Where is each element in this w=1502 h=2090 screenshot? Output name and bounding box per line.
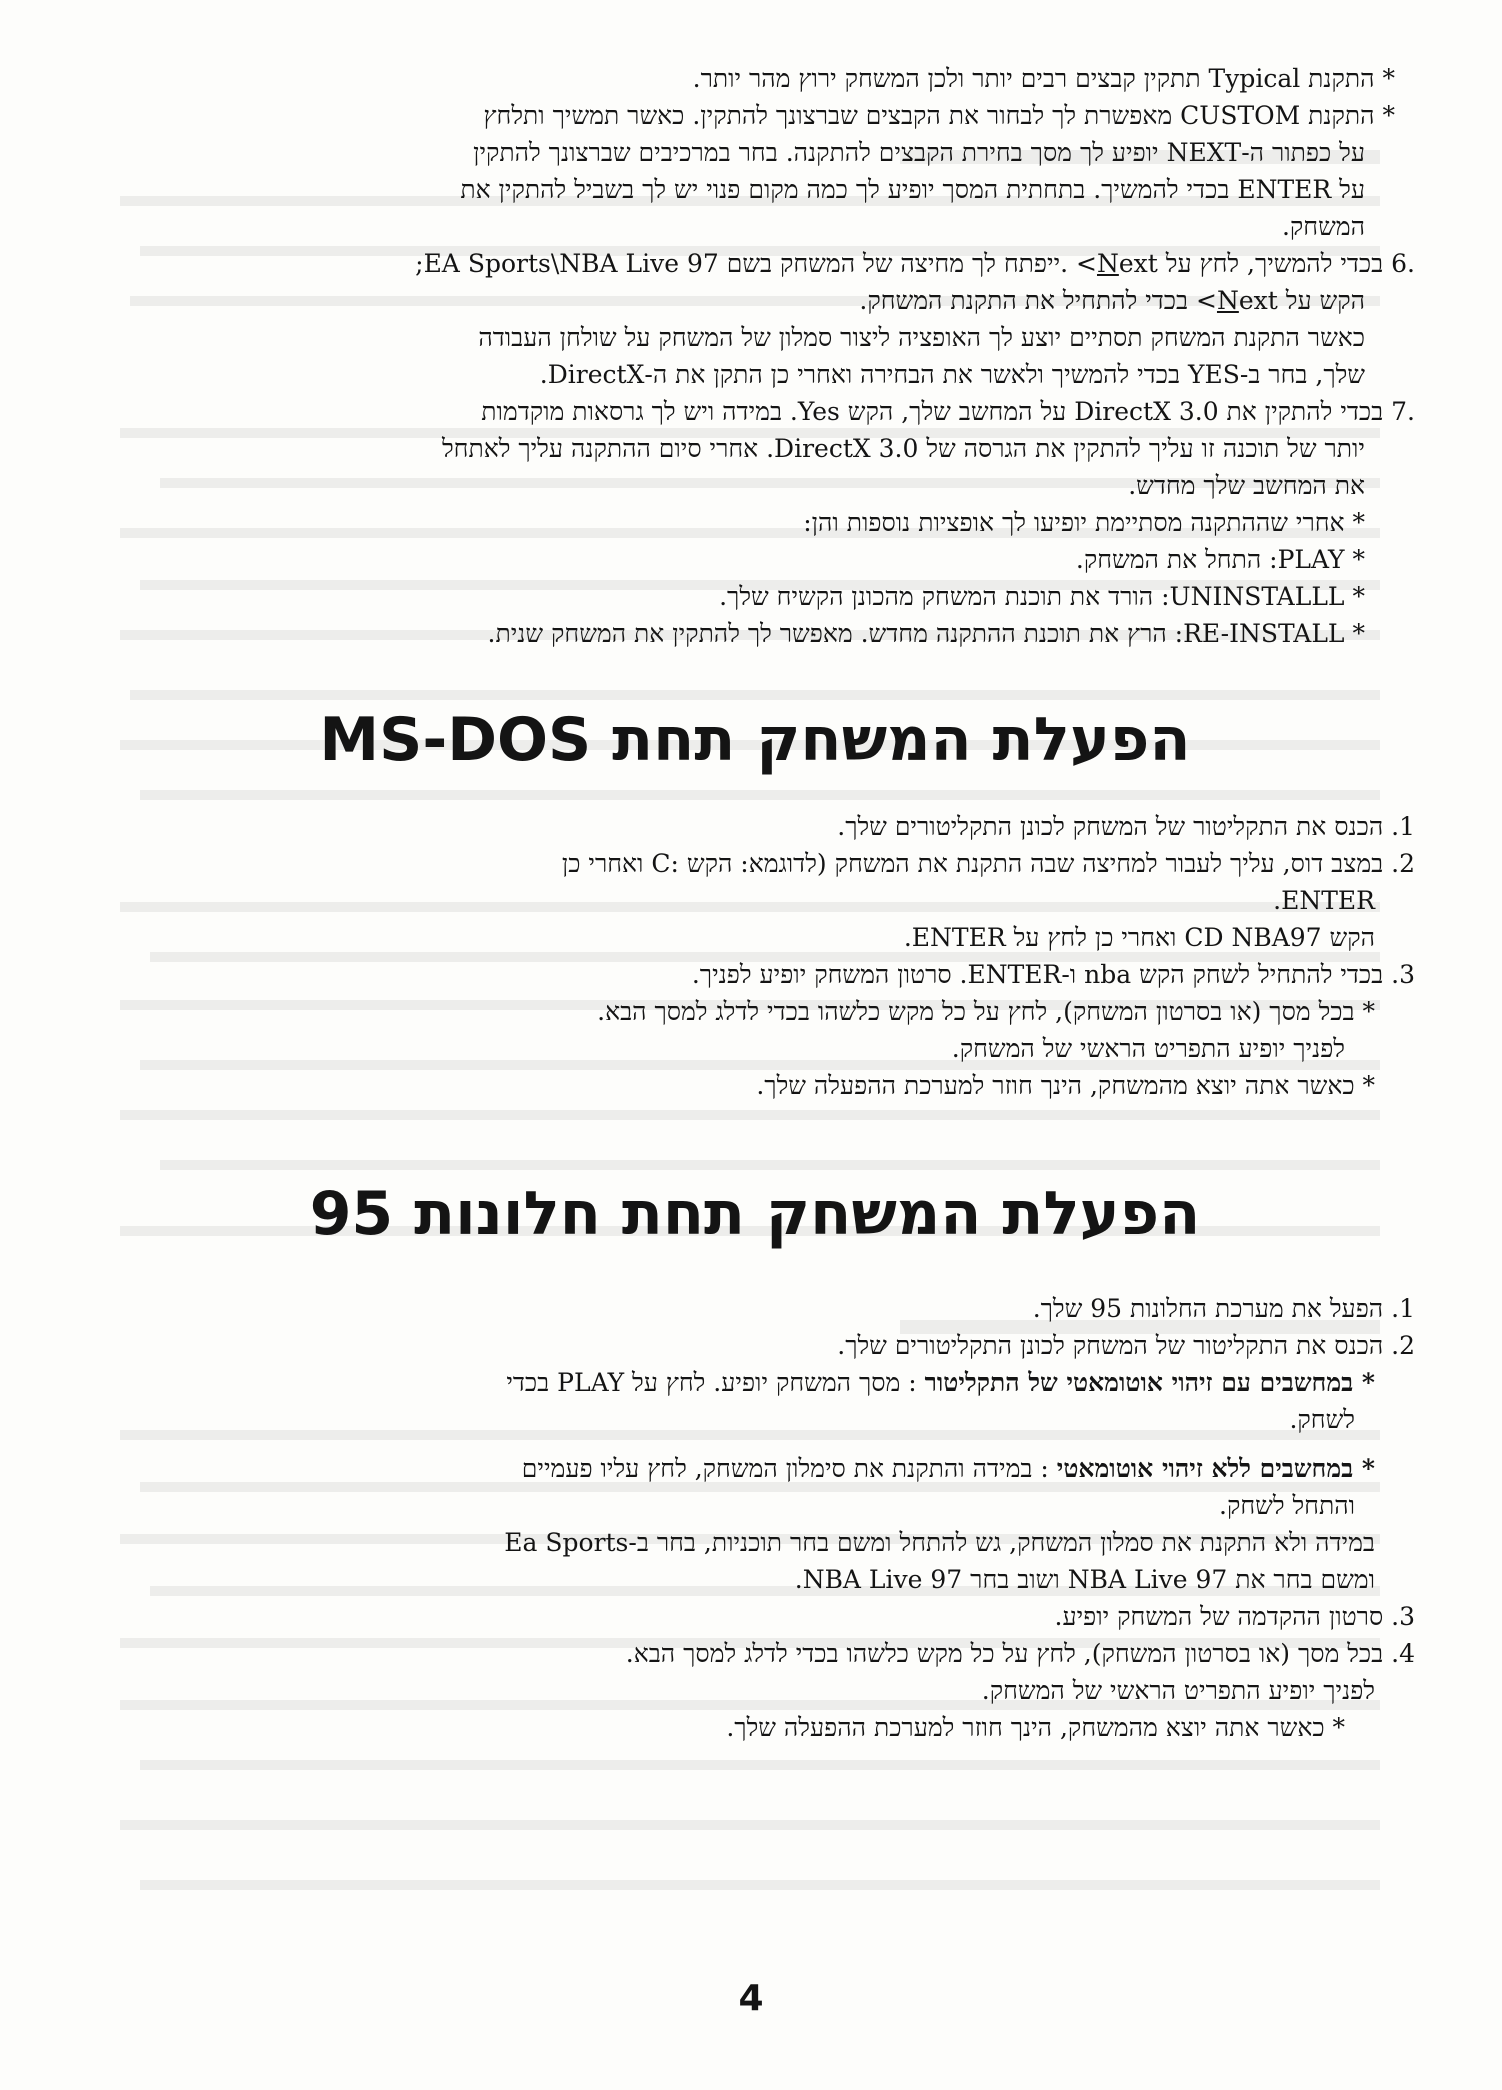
win-step-4-text: לפניך יופיע התפריט הראשי של המשחק. [981,1676,1375,1705]
page-number: 4 [738,1978,764,2019]
typical-install-bullet: * התקנת Typical תתקין קבצים רבים יותר ולכן המשחק ירוץ מהר יותר. [692,64,1395,93]
custom-install-bullet: * התקנת CUSTOM מאפשרת לך לבחור את הקבצים שברצונך להתקין. כאשר תמשיך ותלחץ [483,101,1395,130]
custom-install-text: על כפתור ה-NEXT יופיע לך מסך בחירת הקבצים להתקנה. בחר במרכיבים שברצונך להתקין [473,138,1365,167]
no-autodetect-text: במידה ולא התקנת את סמלון המשחק, גש להתחל ומשם בחר תוכניות, בחר ב-Ea Sports [504,1528,1375,1557]
section-title-windows95: הפעלת המשחק תחת חלונות 95 [309,1179,1201,1249]
win-step-1: 1. הפעל את מערכת החלונות 95 שלך. [1032,1294,1415,1323]
options-bullet: * אחרי שההתקנה מסתיימת יופיעו לך אופציות נוספות והן: [803,508,1365,537]
step-6-number: .6 [1391,249,1415,278]
win-step-2: 2. הכנס את התקליטור של המשחק לכונן התקליטורים שלך. [837,1331,1415,1360]
dos-step-3: 3. בכדי להתחיל לשחק הקש nba ו-ENTER. סרטון המשחק יופיע לפניך. [691,960,1415,989]
autodetect-bullet: * במחשבים עם זיהוי אוטומאטי של התקליטור : מסך המשחק יופיע. לחץ על PLAY בכדי [506,1368,1375,1397]
no-autodetect-text: ומשם בחר את NBA Live 97 ושוב בחר NBA Live 97. [794,1565,1375,1594]
play-option: * PLAY: התחל את המשחק. [1075,545,1365,574]
step-6-text: הקש על Next> בכדי להתחיל את התקנת המשחק. [859,286,1365,315]
step-7: .7 בכדי להתקין את DirectX 3.0 על המחשב שלך, הקש Yes. במידה ויש לך גרסאות מוקדמות [481,397,1415,426]
dos-exit-bullet: * כאשר אתה יוצא מהמשחק, הינך חוזר למערכת ההפעלה שלך. [756,1071,1375,1100]
step-6-text: שלך, בחר ב-YES בכדי להמשיך ולאשר את הבחירה ואחרי כן התקן את ה-DirectX. [539,360,1365,389]
dos-skip-bullet: * בכל מסך (או בסרטון המשחק), לחץ על כל מקש כלשהו בכדי לדלג למסך הבא. [597,997,1375,1026]
custom-install-text: על ENTER בכדי להמשיך. בתחתית המסך יופיע לך כמה מקום פנוי יש לך בשביל להתקין את [460,175,1365,204]
dos-step-3-text: לפניך יופיע התפריט הראשי של המשחק. [951,1034,1345,1063]
dos-step-2-text: הקש CD NBA97 ואחרי כן לחץ על ENTER. [903,923,1375,952]
reinstall-option: * RE-INSTALL: הרץ את תוכנת ההתקנה מחדש. מאפשר לך להתקין את המשחק שנית. [487,619,1365,648]
step-7-text: יותר של תוכנה זו עליך להתקין את הגרסה של DirectX 3.0. אחרי סיום ההתקנה עליך לאתחל [441,434,1365,463]
step-7-text: את המחשב שלך מחדש. [1128,471,1365,500]
section-title-msdos: הפעלת המשחק תחת MS-DOS [319,705,1191,775]
dos-step-2-text: .ENTER [1273,886,1375,915]
page-content [95,60,1415,1746]
autodetect-text: לשחק. [1289,1405,1355,1434]
step-6: .6 בכדי להמשיך, לחץ על Next> .ייפתח לך מחיצה של המשחק בשם EA Sports\NBA Live 97; [415,249,1415,278]
step-7-number: .7 [1391,397,1415,426]
win-step-3: 3. סרטון ההקדמה של המשחק יופיע. [1054,1602,1415,1631]
win-step-4: 4. בכל מסך (או בסרטון המשחק), לחץ על כל מקש כלשהו בכדי לדלג למסך הבא. [625,1639,1415,1668]
dos-step-1: 1. הכנס את התקליטור של המשחק לכונן התקליטורים שלך. [837,812,1415,841]
no-autodetect-bullet: * במחשבים ללא זיהוי אוטומאטי : במידה והתקנת את סימלון המשחק, לחץ עליו פעמיים [521,1454,1375,1483]
win-exit-bullet: * כאשר אתה יוצא מהמשחק, הינך חוזר למערכת ההפעלה שלך. [726,1713,1345,1742]
custom-install-text: המשחק. [1281,212,1365,241]
dos-step-2: 2. במצב דוס, עליך לעבור למחיצה שבה התקנת את המשחק (לדוגמא: הקש :C ואחרי כן [561,849,1415,878]
no-autodetect-text: והתחל לשחק. [1219,1491,1355,1520]
step-6-text: כאשר התקנת המשחק תסתיים יוצע לך האופציה ליצור סמלון של המשחק על שולחן העבודה [478,323,1365,352]
uninstall-option: * UNINSTALLL: הורד את תוכנת המשחק מהכונן הקשיח שלך. [719,582,1365,611]
